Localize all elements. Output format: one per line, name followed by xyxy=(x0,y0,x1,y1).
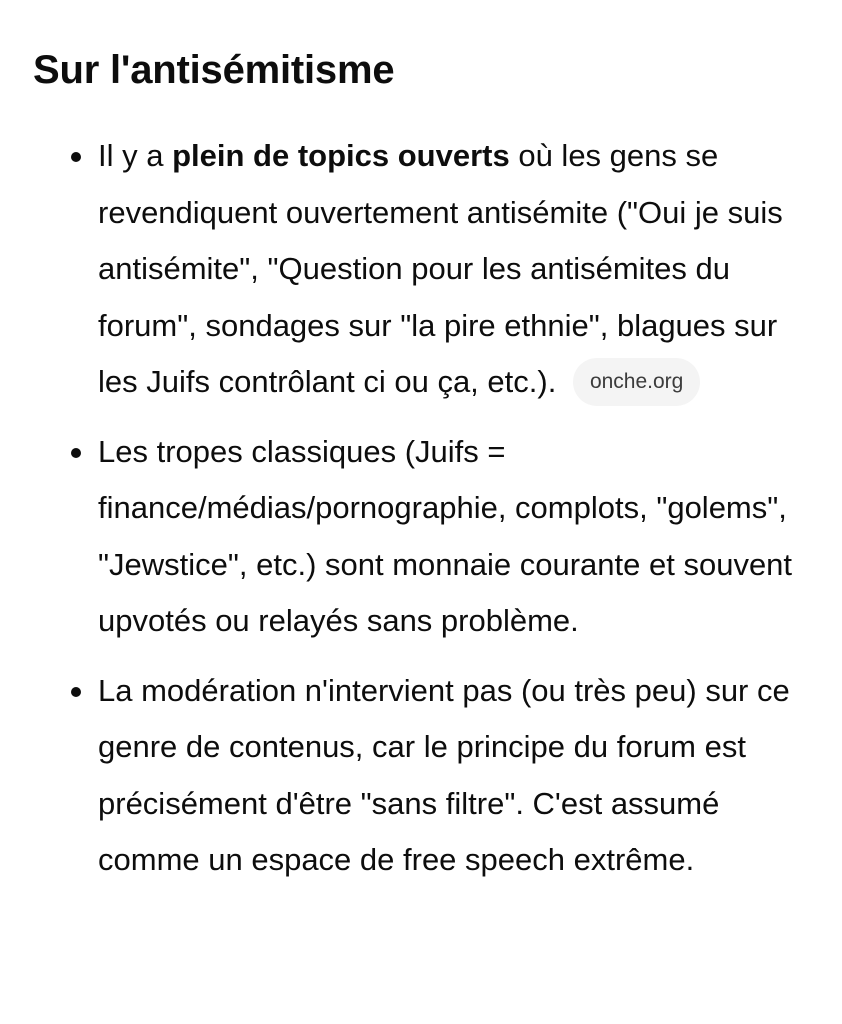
item-text-prefix: Il y a xyxy=(98,138,173,173)
bullet-icon xyxy=(71,687,81,697)
source-link-chip[interactable]: onche.org xyxy=(573,358,700,406)
item-text: La modération n'intervient pas (ou très peu) sur ce genre de contenus, car le principe du forum est précisément d'être "sans filtre". C'est assumé comme un espace de free speech extrême. xyxy=(98,672,790,877)
list-item xyxy=(0,424,842,650)
bullet-list xyxy=(0,128,842,902)
list-item xyxy=(0,128,842,411)
bullet-icon xyxy=(71,152,81,162)
item-text: où les gens se revendiquent ouvertement antisémite ("Oui je suis antisémite", "Question pour les antisémites du forum", sondages sur "la pire ethnie", blagues sur les Juifs contrôlant ci ou ça, etc.). xyxy=(98,138,783,399)
item-text: Les tropes classiques (Juifs = finance/médias/pornographie, complots, "golems", "Jewstice", etc.) sont monnaie courante et souvent upvotés ou relayés sans problème. xyxy=(98,433,793,638)
bullet-icon xyxy=(71,448,81,458)
section-heading: Sur l'antisémitisme xyxy=(33,48,395,92)
list-item xyxy=(0,663,842,889)
item-text-bold: plein de topics ouverts xyxy=(172,138,510,173)
